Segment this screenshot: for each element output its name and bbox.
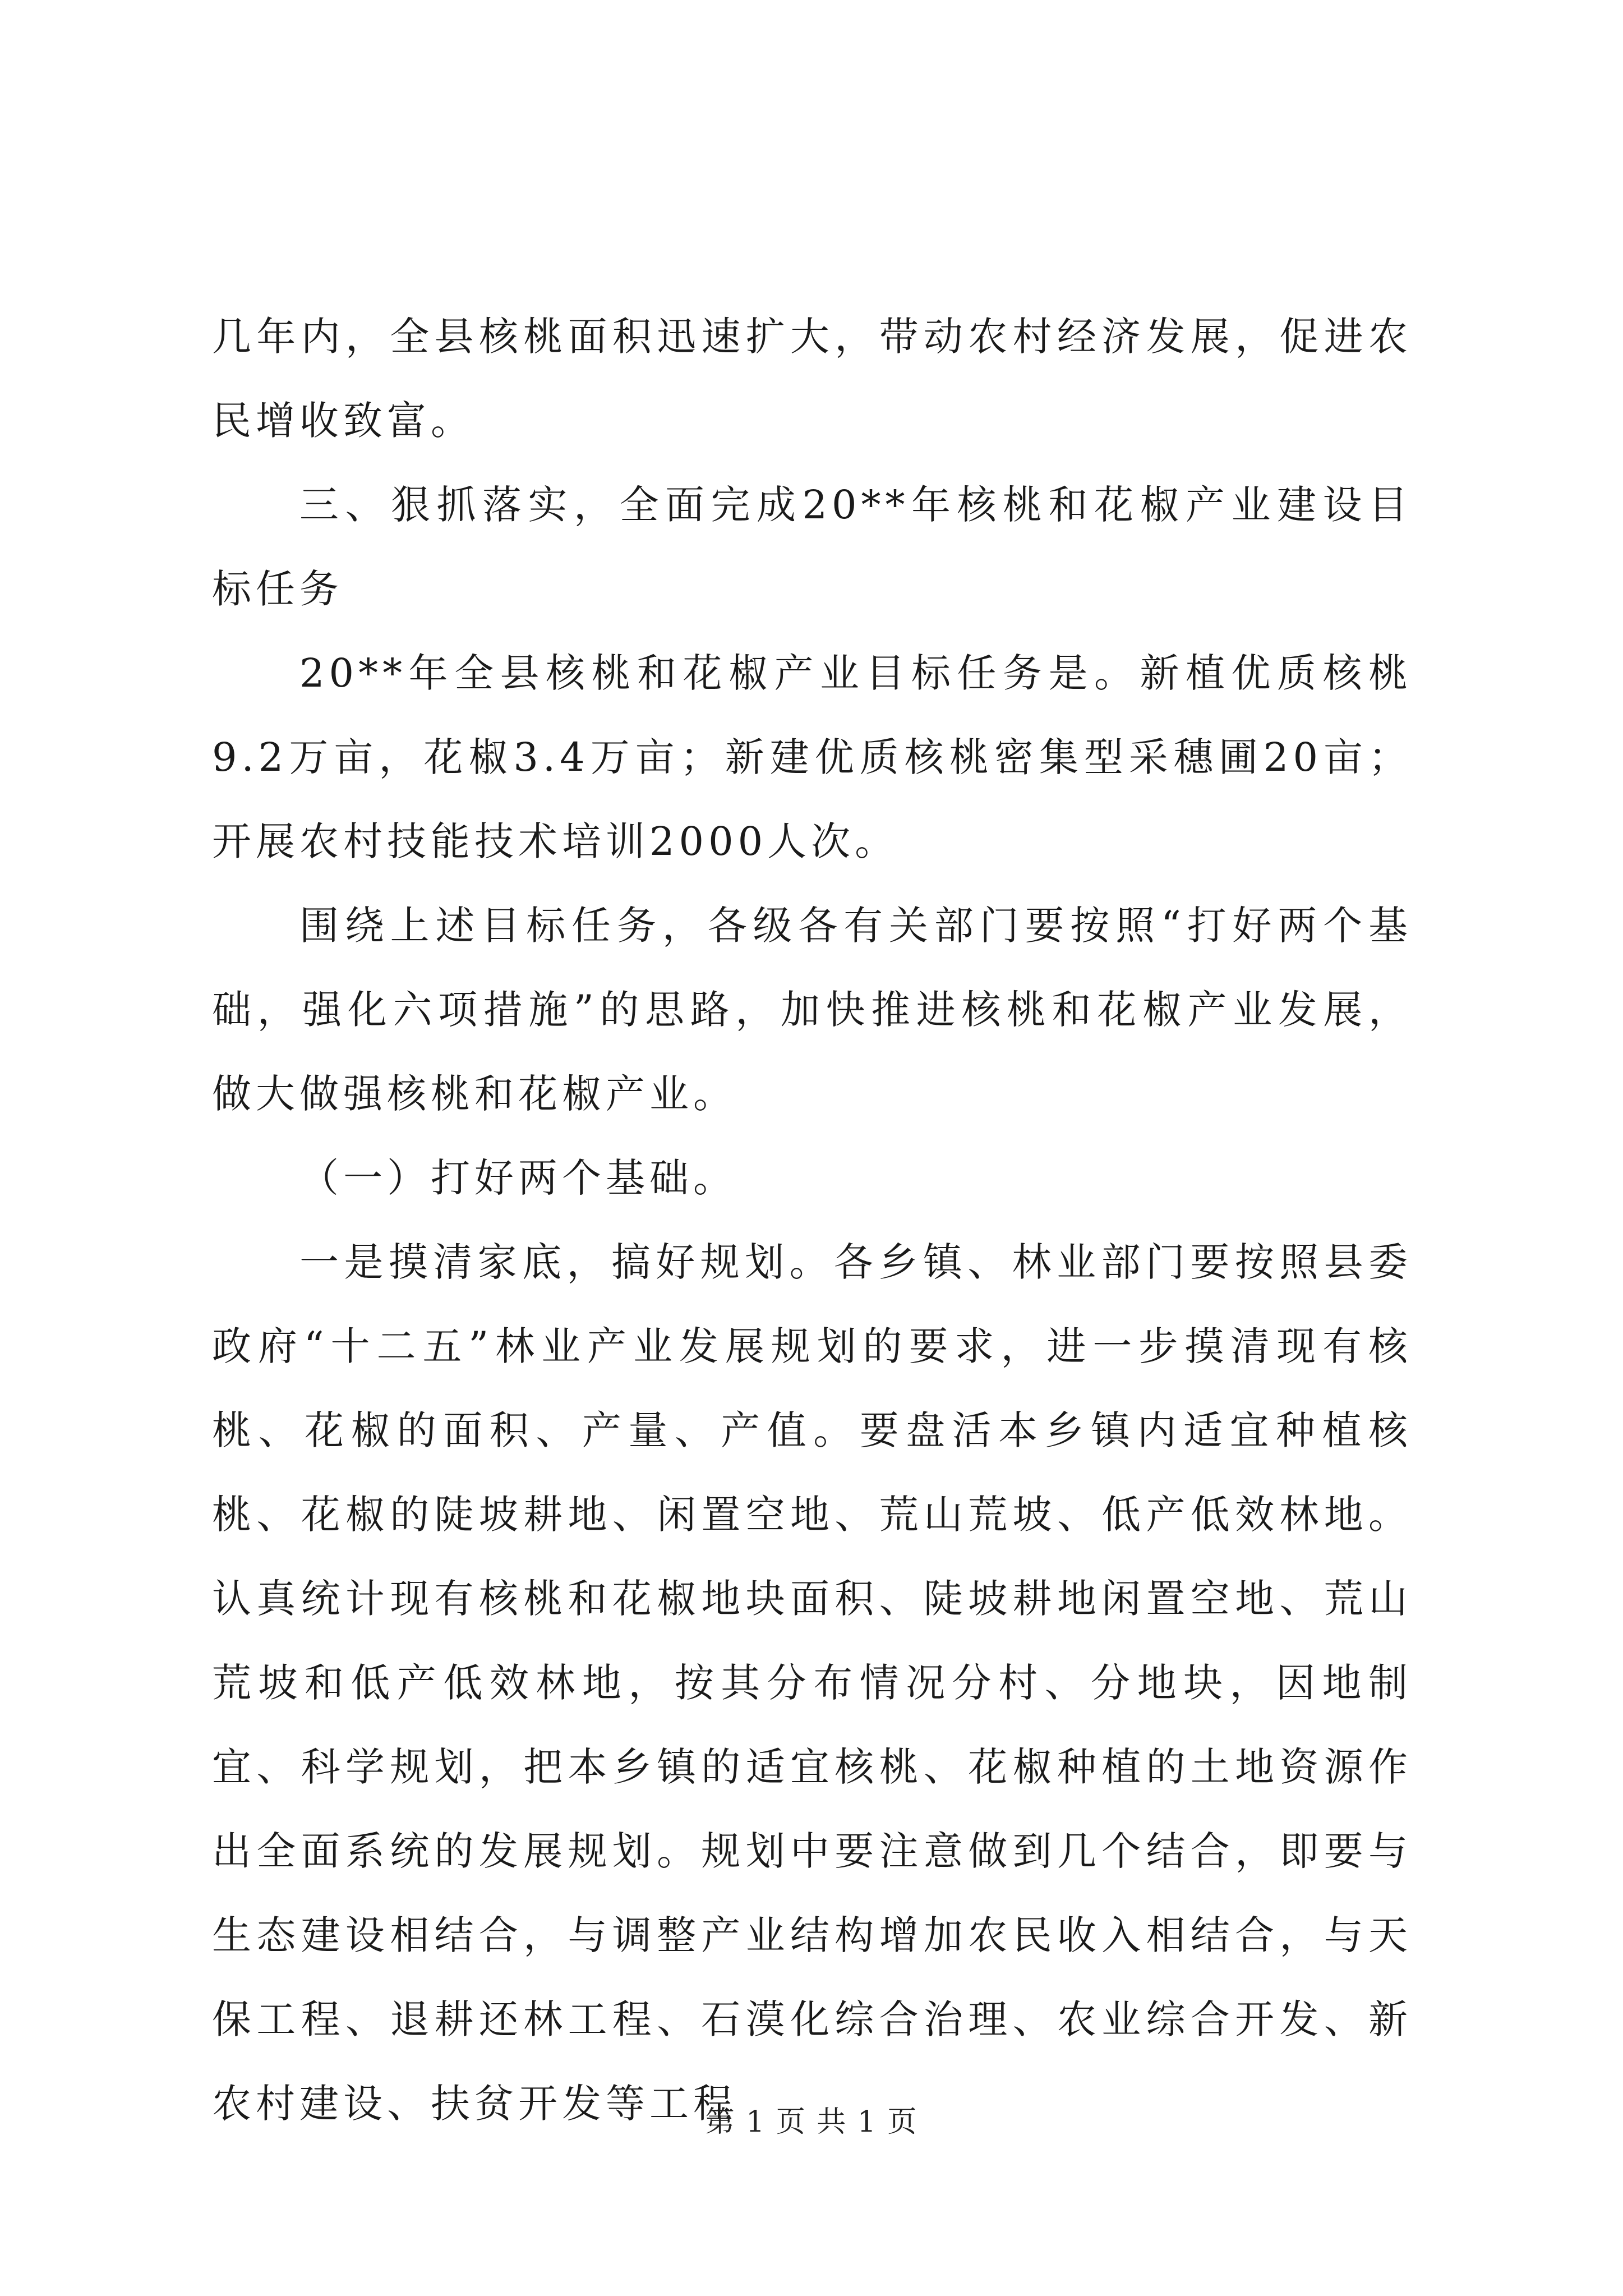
paragraph-approach: 围绕上述目标任务，各级各有关部门要按照“打好两个基础，强化六项措施”的思路，加快推进核桃和花椒产业发展，做大做强核桃和花椒产业。 — [212, 903, 1412, 1117]
section-heading-three: 三、狠抓落实，全面完成20**年核桃和花椒产业建设目标任务 — [212, 482, 1412, 612]
subsection-heading-one: （一）打好两个基础。 — [299, 1155, 737, 1201]
paragraph-continuation: 几年内，全县核桃面积迅速扩大，带动农村经济发展，促进农民增收致富。 — [212, 314, 1412, 444]
document-body — [212, 295, 1412, 2146]
page-number-footer: 第 1 页 共 1 页 — [705, 2105, 918, 2139]
paragraph-planning: 一是摸清家底，搞好规划。各乡镇、林业部门要按照县委政府“十二五”林业产业发展规划的要求，进一步摸清现有核桃、花椒的面积、产量、产值。要盘活本乡镇内适宜种植核桃、花椒的陡坡耕地、闲置空地、荒山荒坡、低产低效林地。认真统计现有核桃和花椒地块面积、陡坡耕地闲置空地、荒山荒坡和低产低效林地，按其分布情况分村、分地块，因地制宜、科学规划，把本乡镇的适宜核桃、花椒种植的土地资源作出全面系统的发展规划。规划中要注意做到几个结合，即要与生态建设相结合，与调整产业结构增加农民收入相结合，与天保工程、退耕还林工程、石漠化综合治理、农业综合开发、新农村建设、扶贫开发等工程 — [212, 1239, 1412, 2127]
paragraph-targets: 20**年全县核桃和花椒产业目标任务是。新植优质核桃9.2万亩，花椒3.4万亩；新建优质核桃密集型采穗圃20亩；开展农村技能技术培训2000人次。 — [212, 650, 1412, 864]
